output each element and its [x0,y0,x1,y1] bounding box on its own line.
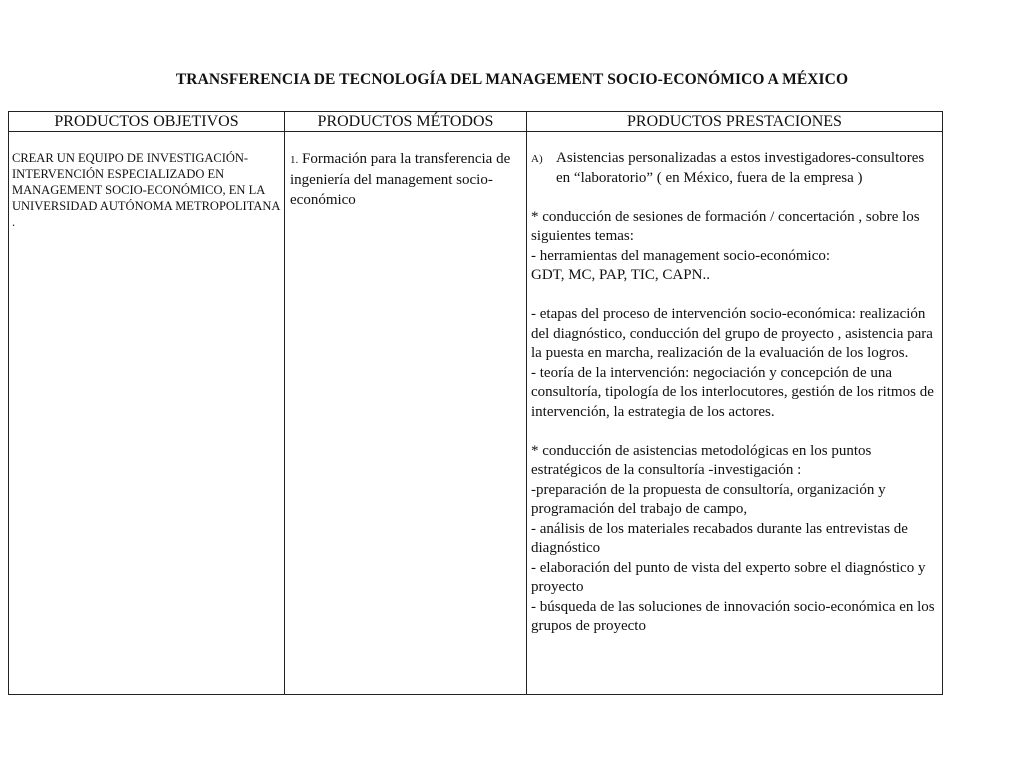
table-header-row [9,112,943,132]
prestacion-line: * conducción de asistencias metodológicas en los puntos estratégicos de la consultoría -investigación : [531,442,872,478]
products-table [8,111,943,695]
prestacion-line: -preparación de la propuesta de consultoría, organización y programación del trabajo de campo, [531,481,886,517]
prestacion-line: - búsqueda de las soluciones de innovación socio-económica en los grupos de proyecto [531,598,935,634]
prestacion-line: - teoría de la intervención: negociación y concepción de una consultoría, tipología de los interlocutores, gestión de los ritmos de intervención, la estrategia de los actores. [531,364,934,420]
prestacion-line: * conducción de sesiones de formación / concertación , sobre los siguientes temas: [531,208,920,244]
metodos-cell [285,132,527,695]
prestacion-line: - herramientas del management socio-económico: [531,247,831,264]
prestacion-title: Asistencias personalizadas a estos investigadores-consultores en “laboratorio” ( en México, fuera de la empresa ) [556,150,925,186]
document-title: TRANSFERENCIA DE TECNOLOGÍA DEL MANAGEMENT SOCIO-ECONÓMICO A MÉXICO [175,71,849,88]
prestacion-line: GDT, MC, PAP, TIC, CAPN.. [531,267,710,283]
prestacion-item-a [531,149,938,188]
prestacion-line [531,422,938,442]
table-row [9,132,943,695]
header-productos-metodos: PRODUCTOS MÉTODOS [285,112,527,132]
prestacion-line: - análisis de los materiales recabados durante las entrevistas de diagnóstico [531,520,908,556]
prestacion-marker: A) [531,153,543,165]
prestacion-lines [531,208,938,637]
metodo-number: 1. [290,154,299,166]
objetivos-cell: CREAR UN EQUIPO DE INVESTIGACIÓN-INTERVENCIÓN ESPECIALIZADO EN MANAGEMENT SOCIO-ECONÓMICO, EN LA UNIVERSIDAD AUTÓNOMA METROPOLITANA . [9,132,285,695]
header-productos-prestaciones: PRODUCTOS PRESTACIONES [527,112,943,132]
metodo-text: Formación para la transferencia de ingeniería del management socio-económico [290,151,511,208]
header-productos-objetivos: PRODUCTOS OBJETIVOS [9,112,285,132]
prestaciones-cell [527,132,943,695]
prestacion-line [531,286,938,306]
prestacion-line: - etapas del proceso de intervención socio-económica: realización del diagnóstico, conducción del grupo de proyecto , asistencia para la puesta en marcha, realización de la evaluación de los logros. [531,306,933,361]
spacer [531,188,938,208]
prestacion-line: - elaboración del punto de vista del experto sobre el diagnóstico y proyecto [531,559,926,595]
